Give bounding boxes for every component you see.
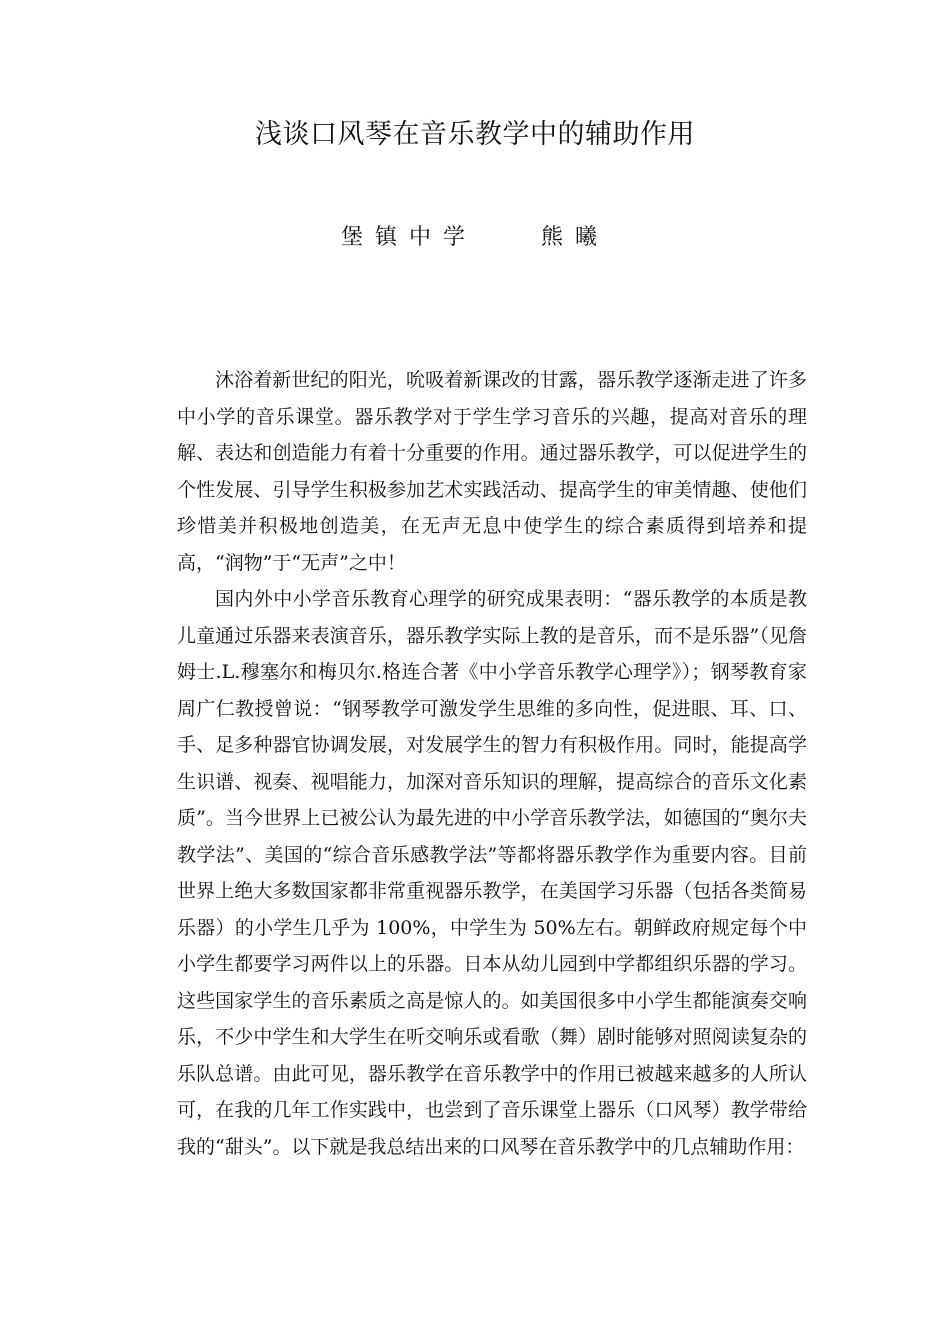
- paragraph-1: 沐浴着新世纪的阳光，吮吸着新课改的甘露，器乐教学逐渐走进了许多中小学的音乐课堂。器乐教学对于学生学习音乐的兴趣，提高对音乐的理解、表达和创造能力有着十分重要的作用。通过器乐教学，可以促进学生的个性发展、引导学生积极参加艺术实践活动、提高学生的审美情趣、使他们珍惜美并积极地创造美，在无声无息中使学生的综合素质得到培养和提高，“润物”于“无声”之中！: [177, 369, 807, 574]
- article-body: [177, 362, 807, 1165]
- byline: [0, 220, 950, 251]
- author-name: 熊曦: [541, 225, 610, 250]
- school-name: 堡镇中学: [340, 225, 477, 250]
- paragraph-2: 国内外中小学音乐教育心理学的研究成果表明：“器乐教学的本质是教儿童通过乐器来表演音乐，器乐教学实际上教的是音乐，而不是乐器”（见詹姆士.L.穆塞尔和梅贝尔.格连合著《中小学音乐教学心理学》）；钢琴教育家周广仁教授曾说：“钢琴教学可激发学生思维的多向性，促进眼、耳、口、手、足多种器官协调发展，对发展学生的智力有积极作用。同时，能提高学生识谱、视奏、视唱能力，加深对音乐知识的理解，提高综合的音乐文化素质”。当今世界上已被公认为最先进的中小学音乐教学法，如德国的“奥尔夫教学法”、美国的“综合音乐感教学法”等都将器乐教学作为重要内容。目前世界上绝大多数国家都非常重视器乐教学，在美国学习乐器（包括各类简易乐器）的小学生几乎为 100%，中学生为 50%左右。朝鲜政府规定每个中小学生都要学习两件以上的乐器。日本从幼儿园到中学都组织乐器的学习。这些国家学生的音乐素质之高是惊人的。如美国很多中小学生都能演奏交响乐，不少中学生和大学生在听交响乐或看歌（舞）剧时能够对照阅读复杂的乐队总谱。由此可见，器乐教学在音乐教学中的作用已被越来越多的人所认可，在我的几年工作实践中，也尝到了音乐课堂上器乐（口风琴）教学带给我的“甜头”。以下就是我总结出来的口风琴在音乐教学中的几点辅助作用：: [177, 588, 807, 1158]
- document-title: 浅谈口风琴在音乐教学中的辅助作用: [255, 119, 695, 150]
